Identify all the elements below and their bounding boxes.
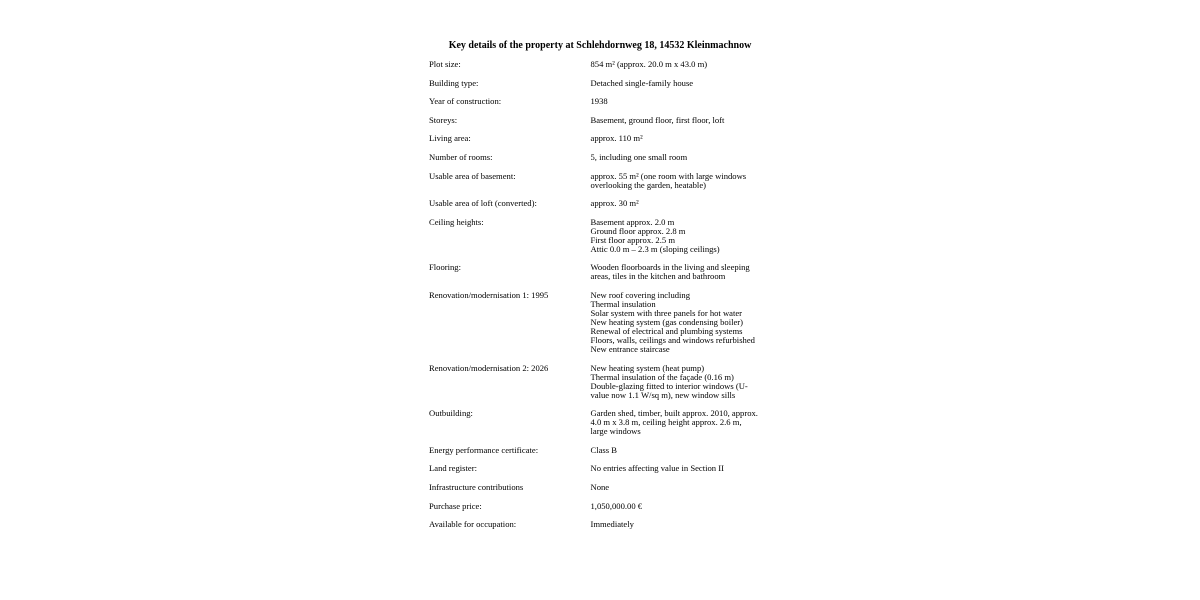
detail-row [429, 520, 769, 529]
detail-row [429, 263, 769, 281]
detail-label: Usable area of loft (converted): [429, 198, 537, 209]
detail-value-line: Double-glazing fitted to interior windows (U-value now 1.1 W/sq m), new window sills [590, 380, 748, 400]
detail-value [591, 446, 759, 455]
detail-label: Renovation/modernisation 2: 2026 [429, 362, 549, 373]
detail-label: Usable area of basement: [429, 170, 516, 181]
detail-value-line: Solar system with three panels for hot water [590, 307, 743, 318]
detail-value-line: Class B [590, 444, 618, 455]
detail-value [591, 97, 759, 106]
detail-row [429, 79, 769, 88]
detail-row [429, 218, 769, 254]
detail-label: Building type: [429, 77, 479, 88]
detail-row [429, 116, 769, 125]
detail-row [429, 409, 769, 436]
detail-row [429, 364, 769, 400]
detail-label: Land register: [429, 463, 477, 474]
detail-value [591, 520, 759, 529]
detail-value-line: New entrance staircase [590, 343, 670, 354]
detail-value-line: approx. 30 m² [590, 198, 639, 209]
detail-row [429, 291, 769, 354]
detail-label: Ceiling heights: [429, 216, 484, 227]
detail-value-line: Basement, ground floor, first floor, loft [590, 114, 725, 125]
detail-row [429, 153, 769, 162]
detail-value-line: New heating system (gas condensing boiler) [590, 316, 744, 327]
detail-value [591, 364, 759, 400]
detail-value [591, 79, 759, 88]
detail-value-line: Renewal of electrical and plumbing systems [590, 325, 743, 336]
detail-value-line: Attic 0.0 m – 2.3 m (sloping ceilings) [590, 243, 720, 254]
page-title: Key details of the property at Schlehdornweg 18, 14532 Kleinmachnow [448, 40, 752, 51]
detail-value [591, 116, 759, 125]
detail-value-line: 5, including one small room [590, 151, 688, 162]
detail-value [591, 483, 759, 492]
detail-label: Energy performance certificate: [429, 444, 539, 455]
detail-row [429, 134, 769, 143]
detail-label: Flooring: [429, 262, 461, 273]
detail-value [591, 263, 759, 281]
detail-label: Purchase price: [429, 500, 482, 511]
detail-label: Living area: [429, 133, 471, 144]
detail-label: Infrastructure contributions [429, 481, 524, 492]
detail-row [429, 464, 769, 473]
detail-row [429, 502, 769, 511]
detail-value-line: approx. 110 m² [590, 133, 643, 144]
detail-row [429, 199, 769, 208]
detail-value [591, 218, 759, 254]
detail-value [591, 153, 759, 162]
detail-value [591, 409, 759, 436]
detail-row [429, 60, 769, 69]
detail-row [429, 97, 769, 106]
detail-label: Renovation/modernisation 1: 1995 [429, 289, 549, 300]
detail-value-line: None [590, 481, 610, 492]
detail-value-line: New roof covering including [590, 289, 691, 300]
detail-value [591, 464, 759, 473]
detail-row [429, 483, 769, 492]
detail-label: Year of construction: [429, 96, 502, 107]
detail-row [429, 172, 769, 190]
detail-value-line: 1,050,000.00 € [590, 500, 643, 511]
detail-label: Storeys: [429, 114, 458, 125]
detail-label: Plot size: [429, 59, 461, 69]
detail-value [591, 291, 759, 354]
detail-value-line: 1938 [590, 96, 608, 107]
detail-row [429, 446, 769, 455]
detail-value [591, 134, 759, 143]
detail-value-line: No entries affecting value in Section II [590, 463, 724, 474]
detail-value-line: First floor approx. 2.5 m [590, 234, 675, 245]
detail-label: Outbuilding: [429, 408, 473, 419]
detail-value [591, 502, 759, 511]
property-details-table [429, 60, 769, 539]
detail-value [591, 172, 759, 190]
detail-label: Number of rooms: [429, 151, 493, 162]
detail-value [591, 199, 759, 208]
detail-value-line: Thermal insulation [590, 298, 656, 309]
detail-value-line: Floors, walls, ceilings and windows refurbished [590, 334, 755, 345]
detail-value-line: Wooden floorboards in the living and sleeping areas, tiles in the kitchen and bathroom [590, 262, 750, 282]
detail-value-line: 854 m² (approx. 20.0 m x 43.0 m) [590, 59, 708, 69]
detail-value-line: Thermal insulation of the façade (0.16 m) [590, 371, 734, 382]
detail-value-line: New heating system (heat pump) [590, 362, 705, 373]
detail-value-line: Immediately [590, 519, 634, 530]
detail-value-line: Detached single-family house [590, 77, 694, 88]
detail-label: Available for occupation: [429, 519, 517, 530]
detail-value-line: approx. 55 m² (one room with large windows overlooking the garden, heatable) [590, 170, 747, 190]
detail-value-line: Basement approx. 2.0 m [590, 216, 675, 227]
detail-value-line: Ground floor approx. 2.8 m [590, 225, 686, 236]
detail-value-line: Garden shed, timber, built approx. 2010, approx. 4.0 m x 3.8 m, ceiling height approx. 2.6 m, large windows [590, 408, 758, 437]
detail-value [591, 60, 759, 69]
